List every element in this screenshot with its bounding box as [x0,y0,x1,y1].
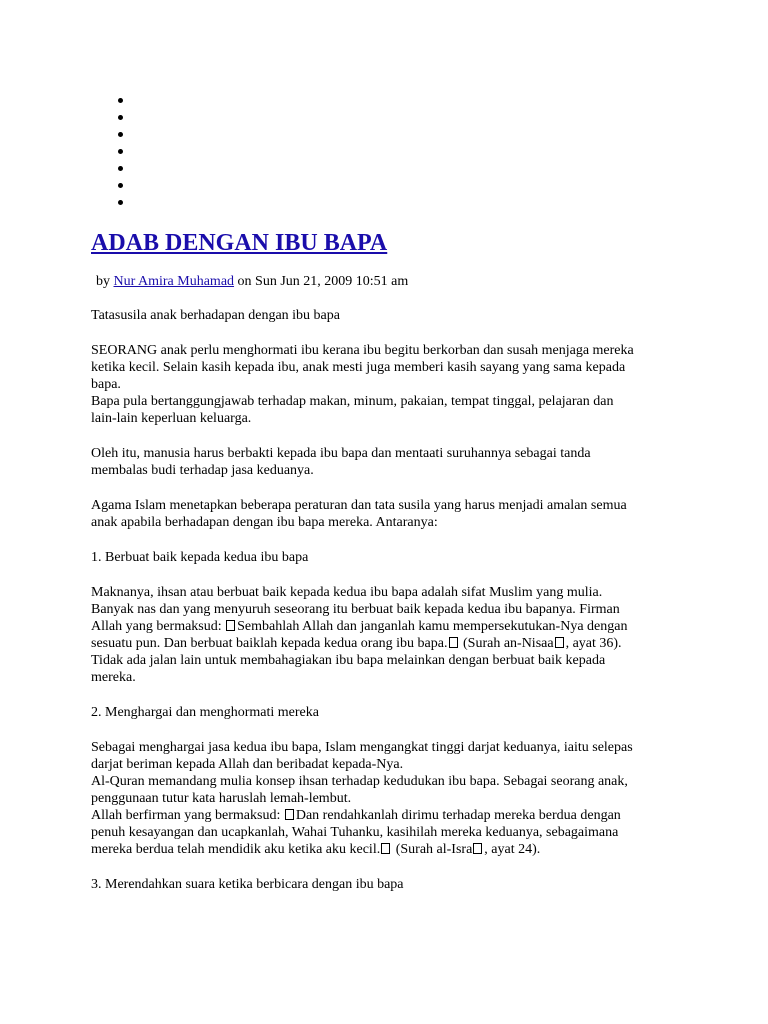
text-line: Agama Islam menetapkan beberapa peraturan dan tata susila yang harus menjadi amalan semua [91,498,627,513]
text-span: (Surah an-Nisaa [459,636,554,651]
text-span: Allah yang bermaksud: [91,619,226,634]
byline-prefix: by [96,274,110,289]
missing-glyph-icon [449,637,458,648]
bullet-icon [118,98,123,103]
bullet-icon [118,132,123,137]
text-span: Dan rendahkanlah dirimu terhadap mereka berdua dengan [295,808,621,823]
article-title-link[interactable]: ADAB DENGAN IBU BAPA [91,230,388,256]
text-span: Allah berfirman yang bermaksud: [91,808,284,823]
text-line: bapa. [91,377,121,392]
section-heading-1: 1. Berbuat baik kepada kedua ibu bapa [91,550,309,565]
text-span: (Surah al-Isra [392,842,473,857]
text-line: ketika kecil. Selain kasih kepada ibu, anak mesti juga memberi kasih sayang yang sama kepada [91,360,626,375]
text-line: lain-lain keperluan keluarga. [91,411,252,426]
post-date: on Sun Jun 21, 2009 10:51 am [237,274,409,289]
author-link[interactable]: Nur Amira Muhamad [113,274,235,289]
text-span: , ayat 24). [484,842,541,857]
section-1-text [91,584,691,686]
text-span: sesuatu pun. Dan berbuat baiklah kepada kedua orang ibu bapa. [91,636,448,651]
text-span: mereka berdua telah mendidik aku ketika aku kecil. [91,842,381,857]
paragraph-intro [91,342,691,427]
text-line: Banyak nas dan yang menyuruh seseorang itu berbuat baik kepada kedua ibu bapanya. Firman [91,602,620,617]
missing-glyph-icon [473,843,482,854]
text-line: Oleh itu, manusia harus berbakti kepada ibu bapa dan mentaati suruhannya sebagai tanda [91,446,591,461]
bullet-icon [118,183,123,188]
byline [91,273,691,290]
text-line [91,635,691,652]
text-line [91,807,691,824]
text-line: SEORANG anak perlu menghormati ibu kerana ibu begitu berkorban dan susah menjaga mereka [91,343,634,358]
text-line: Bapa pula bertanggungjawab terhadap makan, minum, pakaian, tempat tinggal, pelajaran dan [91,394,614,409]
text-line: mereka. [91,670,136,685]
text-line: Maknanya, ihsan atau berbuat baik kepada kedua ibu bapa adalah sifat Muslim yang mulia. [91,585,603,600]
article-subtitle: Tatasusila anak berhadapan dengan ibu bapa [91,308,340,323]
text-line: penggunaan tutur kata haruslah lemah-lembut. [91,791,352,806]
text-line: membalas budi terhadap jasa keduanya. [91,463,314,478]
text-line: anak apabila berhadapan dengan ibu bapa mereka. Antaranya: [91,515,438,530]
article-content [91,228,691,893]
section-2-text [91,739,691,858]
bullet-icon [118,200,123,205]
text-line: Tidak ada jalan lain untuk membahagiakan ibu bapa melainkan dengan berbuat baik kepada [91,653,606,668]
missing-glyph-icon [555,637,564,648]
bullet-icon [118,115,123,120]
text-line: penuh kesayangan dan ucapkanlah, Wahai Tuhanku, kasihilah mereka keduanya, sebagaimana [91,825,619,840]
text-line: Sebagai menghargai jasa kedua ibu bapa, Islam mengangkat tinggi darjat keduanya, iaitu selepas [91,740,633,755]
text-line [91,841,691,858]
paragraph-obligation [91,445,691,479]
bullet-icon [118,149,123,154]
text-line [91,618,691,635]
text-span: , ayat 36). [565,636,622,651]
missing-glyph-icon [381,843,390,854]
text-line: darjat beriman kepada Allah dan beribadat kepada-Nya. [91,757,404,772]
missing-glyph-icon [285,809,294,820]
article-title [91,228,691,258]
section-heading-2: 2. Menghargai dan menghormati mereka [91,705,319,720]
paragraph-rules [91,497,691,531]
missing-glyph-icon [226,620,235,631]
text-span: Sembahlah Allah dan janganlah kamu mempersekutukan-Nya dengan [237,619,628,634]
section-heading-3: 3. Merendahkan suara ketika berbicara dengan ibu bapa [91,877,404,892]
text-line: Al-Quran memandang mulia konsep ihsan terhadap kedudukan ibu bapa. Sebagai seorang anak, [91,774,628,789]
bullet-icon [118,166,123,171]
